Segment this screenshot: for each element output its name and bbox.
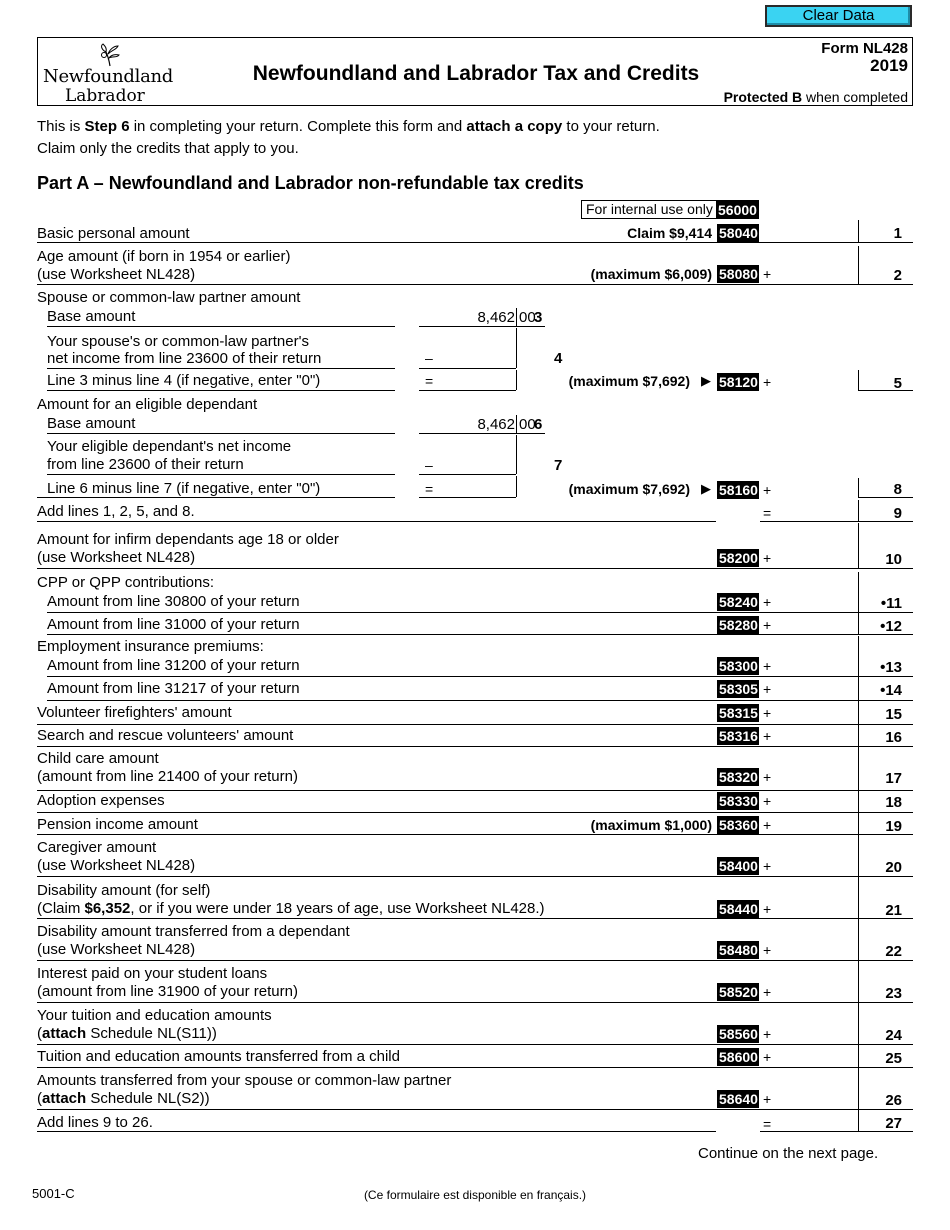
field-code: 58200 [719, 550, 758, 566]
r17-label-cont: (amount from line 21400 of your return) [37, 768, 298, 785]
line-number: 5 [893, 375, 902, 392]
r20-label: Caregiver amount [37, 839, 157, 856]
r23-label: Interest paid on your student loans [37, 965, 268, 982]
line-6-rule [419, 433, 545, 434]
amount-column-divider [858, 523, 859, 568]
clear-data-button[interactable]: Clear Data [765, 5, 912, 27]
line-8-label-rule [37, 497, 395, 498]
amount-field[interactable] [718, 1024, 858, 1044]
amount-field[interactable] [718, 372, 858, 392]
line-number: 1 [893, 225, 902, 242]
amount-column-divider [858, 742, 859, 790]
equals-sign: = [763, 1116, 772, 1132]
r11-rule [47, 612, 913, 613]
line-3-label: Base amount [47, 308, 136, 325]
amount-field[interactable] [718, 548, 858, 568]
plus-sign: + [763, 550, 772, 566]
amount-field[interactable] [718, 478, 858, 498]
plus-sign: + [763, 984, 772, 1000]
r10-label: Amount for infirm dependants age 18 or older [37, 531, 339, 548]
french-note: (Ce formulaire est disponible en français.) [363, 1188, 587, 1202]
field-code: 58305 [719, 681, 758, 697]
r12-label: Amount from line 31000 of your return [47, 616, 300, 633]
line-5-label-rule [47, 390, 395, 391]
r20-rule [37, 876, 913, 877]
amount-field[interactable] [718, 982, 858, 1002]
r21-label-cont: (Claim $6,352, or if you were under 18 years of age, use Worksheet NL428.) [37, 900, 545, 917]
plus-sign: + [763, 482, 772, 498]
field-code: 58440 [719, 901, 758, 917]
field-code: 58315 [719, 705, 758, 721]
line-number: 15 [885, 706, 902, 723]
line-5-amount-rule [419, 390, 516, 391]
amount-column-divider [858, 957, 859, 1002]
cents-divider [516, 370, 517, 390]
continue-note: Continue on the next page. [698, 1145, 879, 1162]
ei-heading: Employment insurance premiums: [37, 638, 264, 655]
field-code: 58280 [719, 617, 758, 633]
minus-sign: – [425, 457, 433, 473]
r19-label: Pension income amount [37, 816, 198, 833]
line-1-rule [37, 242, 913, 243]
amount-column-divider [858, 478, 859, 497]
form-code: 5001-C [32, 1186, 75, 1201]
line-8-label: Line 6 minus line 7 (if negative, enter "0") [47, 480, 321, 497]
field-code: 58560 [719, 1026, 758, 1042]
equals-sign: = [763, 505, 772, 521]
r24-label: Your tuition and education amounts [37, 1007, 272, 1024]
amount-column-divider [858, 589, 859, 612]
line-6-label: Base amount [47, 415, 136, 432]
amount-field[interactable] [718, 264, 858, 284]
r14-rule [47, 700, 913, 701]
field-code: 58240 [719, 594, 758, 610]
r14-label: Amount from line 31217 of your return [47, 680, 300, 697]
field-code: 58160 [719, 482, 758, 498]
amount-field[interactable] [718, 770, 858, 790]
r11-label: Amount from line 30800 of your return [47, 593, 300, 610]
amount-field[interactable] [718, 726, 858, 746]
amount-column-divider [858, 788, 859, 812]
plus-sign: + [763, 617, 772, 633]
field-code: 58320 [719, 769, 758, 785]
line-number: 4 [554, 350, 563, 367]
plus-sign: + [763, 374, 772, 390]
r22-rule [37, 960, 913, 961]
line-4-label-rule [47, 368, 395, 369]
max-note: (maximum $7,692) [568, 373, 690, 389]
plus-sign: + [763, 1026, 772, 1042]
intro-line-2: Claim only the credits that apply to you. [37, 140, 299, 157]
r24-label-cont: (attach Schedule NL(S11)) [37, 1025, 217, 1042]
arrow-icon: ▶ [701, 481, 711, 496]
amount-field[interactable] [718, 614, 858, 634]
line-2-label: Age amount (if born in 1954 or earlier) [37, 248, 291, 265]
r22-label: Disability amount transferred from a dependant [37, 923, 350, 940]
part-a-title: Part A – Newfoundland and Labrador non-refundable tax credits [37, 173, 584, 193]
r22-label-cont: (use Worksheet NL428) [37, 941, 196, 958]
cpp-heading: CPP or QPP contributions: [37, 574, 215, 591]
line-3-amount: 8,462 [477, 309, 515, 326]
line-number: 7 [554, 457, 563, 474]
line-27-label: Add lines 9 to 26. [37, 1114, 153, 1131]
line-number: 9 [893, 505, 902, 522]
line-number: 22 [885, 943, 902, 960]
amount-field[interactable] [718, 898, 858, 918]
line-6-amount: 8,462 [477, 416, 515, 433]
line-number: •14 [880, 682, 902, 699]
line-number: 18 [885, 794, 902, 811]
amount-field[interactable] [718, 856, 858, 876]
equals-sign: = [425, 481, 434, 497]
line-7-label-cont: from line 23600 of their return [47, 456, 244, 473]
r21-label: Disability amount (for self) [37, 882, 211, 899]
amount-column-divider [858, 1110, 859, 1131]
amount-column-divider [858, 612, 859, 634]
field-code: 58520 [719, 984, 758, 1000]
field-code: 58330 [719, 793, 758, 809]
r25-rule [37, 1067, 913, 1068]
r17-label: Child care amount [37, 750, 159, 767]
line-number: •12 [880, 618, 902, 635]
form-number: Form NL428 [821, 40, 908, 57]
line-8-amount-rule [419, 497, 516, 498]
line-4-label-cont: net income from line 23600 of their return [47, 350, 322, 367]
line-7-rule [419, 474, 516, 475]
plus-sign: + [763, 728, 772, 744]
max-note: (maximum $1,000) [590, 817, 712, 833]
r26-label: Amounts transferred from your spouse or common-law partner [37, 1072, 452, 1089]
amount-column-divider [858, 1064, 859, 1109]
amount-column-divider [858, 220, 859, 242]
dependant-heading: Amount for an eligible dependant [37, 396, 258, 413]
amount-field[interactable] [718, 680, 858, 700]
line-number: 6 [534, 416, 543, 433]
amount-column-divider [858, 999, 859, 1044]
arrow-icon: ▶ [701, 373, 711, 388]
r13-rule [47, 676, 913, 677]
line-3-label-rule [47, 326, 395, 327]
amount-column-divider [858, 653, 859, 676]
cents-divider [516, 415, 517, 433]
minus-sign: – [425, 350, 433, 366]
amount-field[interactable] [762, 346, 858, 366]
form-title: Newfoundland and Labrador Tax and Credits [252, 62, 700, 85]
protected-notice: Protected B when completed [723, 89, 908, 105]
line-5-label: Line 3 minus line 4 (if negative, enter "0") [47, 372, 321, 389]
line-number: •13 [880, 659, 902, 676]
amount-column-divider [858, 831, 859, 876]
plus-sign: + [763, 266, 772, 282]
line-1-label: Basic personal amount [37, 225, 190, 242]
logo-line-1: Newfoundland [43, 66, 174, 87]
spouse-heading: Spouse or common-law partner amount [37, 289, 301, 306]
field-code: 58080 [719, 266, 758, 282]
r15-rule [37, 724, 913, 725]
plus-sign: + [763, 817, 772, 833]
amount-field[interactable] [718, 814, 858, 834]
amount-column-divider [858, 700, 859, 724]
line-6-cents: 00 [519, 416, 536, 433]
line-number: 27 [885, 1115, 902, 1132]
line-number: •11 [880, 595, 902, 612]
line-number: 21 [885, 902, 902, 919]
field-code: 58300 [719, 658, 758, 674]
amount-column-divider [858, 915, 859, 960]
line-27-rule [37, 1131, 716, 1132]
cents-divider [516, 328, 517, 368]
line-number: 25 [885, 1050, 902, 1067]
line-number: 23 [885, 985, 902, 1002]
line-number: 17 [885, 770, 902, 787]
field-code: 58120 [719, 374, 758, 390]
line-9-rule [37, 521, 716, 522]
line-9-label: Add lines 1, 2, 5, and 8. [37, 503, 195, 520]
plus-sign: + [763, 705, 772, 721]
amount-field[interactable] [718, 501, 858, 521]
r26-rule [37, 1109, 913, 1110]
amount-field[interactable] [718, 1089, 858, 1109]
amount-column-divider [858, 874, 859, 918]
line-number: 2 [893, 267, 902, 284]
field-code: 58600 [719, 1049, 758, 1065]
amount-column-divider [858, 370, 859, 391]
line-8-rule [858, 497, 913, 498]
line-2-label-cont: (use Worksheet NL428) [37, 266, 196, 283]
line-3-cents: 00 [519, 309, 536, 326]
r21-rule [37, 918, 913, 919]
amount-field[interactable] [718, 1111, 858, 1131]
line-number: 10 [885, 551, 902, 568]
plus-sign: + [763, 942, 772, 958]
equals-sign: = [425, 373, 434, 389]
r19-rule [37, 834, 913, 835]
line-2-rule [37, 284, 913, 285]
r10-rule [37, 568, 913, 569]
r15-label: Volunteer firefighters' amount [37, 704, 232, 721]
amount-field[interactable] [718, 222, 858, 242]
field-code: 58360 [719, 817, 758, 833]
amount-column-divider [858, 500, 859, 521]
line-number: 20 [885, 859, 902, 876]
amount-field[interactable] [718, 792, 858, 812]
max-note: Claim $9,414 [627, 225, 712, 241]
field-code: 56000 [718, 202, 757, 218]
line-6-label-rule [47, 433, 395, 434]
intro-line-1: This is Step 6 in completing your return. Complete this form and attach a copy to your return. [37, 118, 660, 135]
line-9-amount-rule [760, 521, 913, 522]
line-7-label-rule [47, 474, 395, 475]
field-code: 58640 [719, 1091, 758, 1107]
r18-label: Adoption expenses [37, 792, 165, 809]
plus-sign: + [763, 1091, 772, 1107]
max-note: (maximum $6,009) [590, 266, 712, 282]
cents-divider [516, 308, 517, 326]
form-year: 2019 [870, 56, 908, 75]
line-number: 8 [893, 481, 902, 498]
amount-field[interactable] [718, 704, 858, 724]
line-4-rule [419, 368, 516, 369]
plus-sign: + [763, 658, 772, 674]
logo-line-2: Labrador [65, 86, 145, 106]
line-27-amount-rule [760, 1131, 913, 1132]
r24-rule [37, 1044, 913, 1045]
line-5-rule [858, 390, 913, 391]
amount-field[interactable] [718, 656, 858, 676]
max-note: (maximum $7,692) [568, 481, 690, 497]
field-code: 58400 [719, 858, 758, 874]
r10-label-cont: (use Worksheet NL428) [37, 549, 196, 566]
plus-sign: + [763, 858, 772, 874]
field-code: 58316 [719, 728, 758, 744]
line-7-label: Your eligible dependant's net income [47, 438, 292, 455]
r20-label-cont: (use Worksheet NL428) [37, 857, 196, 874]
r16-label: Search and rescue volunteers' amount [37, 727, 294, 744]
line-number: 24 [885, 1027, 902, 1044]
plus-sign: + [763, 681, 772, 697]
plus-sign: + [763, 769, 772, 785]
r13-label: Amount from line 31200 of your return [47, 657, 300, 674]
amount-column-divider [858, 246, 859, 284]
amount-field[interactable] [718, 592, 858, 612]
r23-label-cont: (amount from line 31900 of your return) [37, 983, 298, 1000]
form-header [37, 37, 913, 106]
line-number: 16 [885, 729, 902, 746]
plus-sign: + [763, 901, 772, 917]
r12-rule [47, 634, 913, 635]
line-number: 3 [534, 309, 543, 326]
r23-rule [37, 1002, 913, 1003]
cents-divider [516, 476, 517, 497]
line-3-rule [419, 326, 545, 327]
line-4-label: Your spouse's or common-law partner's [47, 333, 309, 350]
field-code: 58480 [719, 942, 758, 958]
amount-field[interactable] [718, 1047, 858, 1067]
r18-rule [37, 812, 913, 813]
amount-column-divider [858, 676, 859, 700]
plus-sign: + [763, 793, 772, 809]
line-number: 26 [885, 1092, 902, 1109]
plus-sign: + [763, 1049, 772, 1065]
plus-sign: + [763, 594, 772, 610]
r16-rule [37, 746, 913, 747]
amount-field[interactable] [718, 940, 858, 960]
r17-rule [37, 790, 913, 791]
cents-divider [516, 435, 517, 474]
field-code: 58040 [719, 225, 758, 241]
line-number: 19 [885, 818, 902, 835]
r25-label: Tuition and education amounts transferred from a child [37, 1048, 400, 1065]
internal-use-box: For internal use only 56000 [581, 200, 759, 219]
r26-label-cont: (attach Schedule NL(S2)) [37, 1090, 210, 1107]
